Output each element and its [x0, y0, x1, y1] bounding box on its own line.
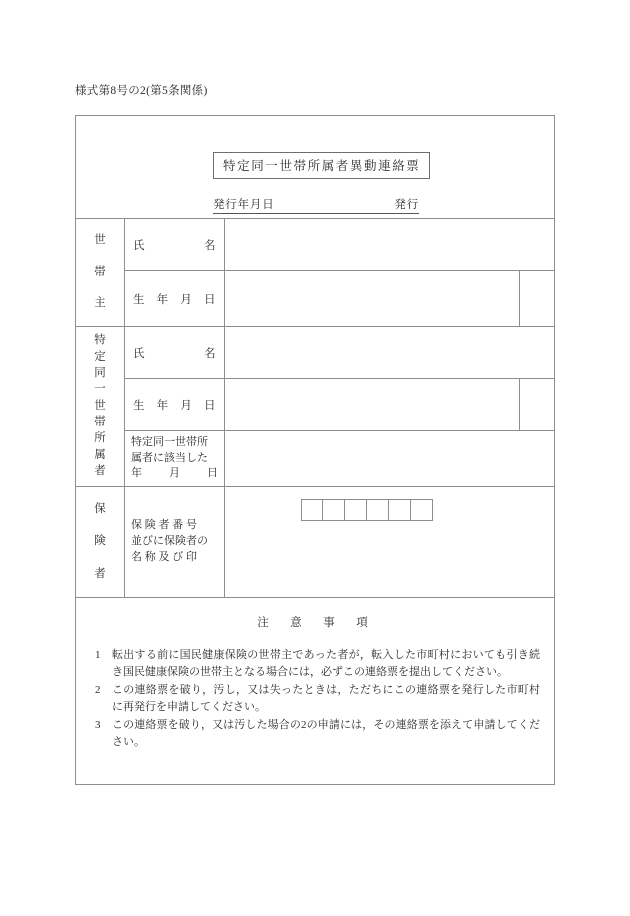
label-char: 名 [204, 347, 216, 360]
label-char: 年 [131, 467, 142, 480]
vlabel-char: 一 [94, 383, 106, 396]
label-line [131, 466, 218, 482]
form-header-band [76, 116, 554, 219]
section-specified-member [76, 327, 554, 487]
insurer-number-digit-cell[interactable] [345, 499, 367, 521]
specified-member-birth-label [125, 379, 225, 430]
householder-name-input[interactable] [225, 219, 554, 270]
specified-member-birth-row [125, 379, 554, 431]
specified-member-qualification-input[interactable] [225, 431, 554, 486]
section-householder [76, 219, 554, 327]
vlabel-char: 保 [94, 502, 106, 515]
specified-member-fields [125, 327, 554, 486]
insurer-fields [125, 487, 554, 597]
section-insurer [76, 487, 554, 598]
householder-birth-label [125, 271, 225, 326]
note-number: 2 [95, 684, 101, 697]
note-item [90, 647, 540, 681]
label-char: 年 [156, 293, 169, 306]
label-char: 生 [133, 293, 145, 306]
label-char: 名 [204, 239, 216, 252]
form-title: 特定同一世帯所属者異動連絡票 [213, 152, 430, 179]
vlabel-char: 者 [94, 465, 106, 478]
householder-name-label [125, 219, 225, 270]
notes-section [76, 598, 554, 762]
specified-member-name-label [125, 327, 225, 378]
label-line: 特定同一世帯所 [131, 435, 208, 448]
label-char: 月 [180, 293, 193, 306]
label-line: 並びに保険者の [131, 535, 208, 548]
label-char: 年 [156, 399, 169, 412]
issue-label: 発行 [394, 199, 419, 211]
notes-title: 注 意 事 項 [257, 617, 373, 629]
note-number: 1 [95, 649, 101, 661]
householder-birth-input[interactable] [225, 271, 520, 326]
label-char: 生 [133, 399, 145, 412]
insurer-number-digit-cell[interactable] [411, 499, 433, 521]
vlabel-char: 定 [94, 350, 106, 363]
vlabel-char: 者 [94, 567, 106, 580]
specified-member-vertical-label [76, 327, 125, 486]
specified-member-name-input[interactable] [225, 327, 554, 378]
insurer-number-entry[interactable] [225, 487, 554, 597]
specified-member-name-row [125, 327, 554, 379]
note-text: この連絡票を破り，汚し，又は失ったときは，ただちにこの連絡票を発行した市町村に再発行を申請してください。 [112, 684, 540, 714]
label-char: 日 [203, 399, 216, 412]
insurer-number-digit-cell[interactable] [367, 499, 389, 521]
issue-date-line [213, 196, 419, 214]
householder-name-row [125, 219, 554, 271]
vlabel-char: 帯 [94, 265, 106, 278]
note-number: 3 [95, 719, 101, 732]
label-char: 月 [180, 399, 193, 412]
label-line: 属者に該当した [131, 451, 208, 464]
form-frame [75, 115, 555, 785]
insurer-number-digit-cell[interactable] [301, 499, 323, 521]
vlabel-char: 特 [94, 334, 106, 347]
label-line: 保 険 者 番 号 [131, 519, 197, 532]
vlabel-char: 所 [94, 432, 106, 445]
vlabel-char: 険 [94, 535, 106, 548]
householder-fields [125, 219, 554, 326]
form-number-label: 様式第8号の2(第5条関係) [75, 85, 208, 97]
insurer-number-label [125, 487, 225, 597]
specified-member-qualification-label [125, 431, 225, 486]
label-line: 名 称 及 び 印 [131, 550, 197, 563]
issue-date-label: 発行年月日 [213, 199, 275, 211]
insurer-number-digit-cell[interactable] [389, 499, 411, 521]
vlabel-char: 帯 [94, 416, 106, 429]
householder-birth-row [125, 271, 554, 326]
label-char: 氏 [133, 347, 145, 360]
householder-birth-entry [225, 271, 554, 326]
specified-member-birth-entry [225, 379, 554, 430]
note-item [90, 682, 540, 716]
vlabel-char: 世 [94, 399, 106, 412]
vlabel-char: 主 [94, 297, 106, 310]
label-char: 日 [203, 293, 216, 306]
insurer-number-boxes [301, 499, 433, 521]
specified-member-qualification-row [125, 431, 554, 486]
specified-member-birth-extra-cell[interactable] [520, 379, 554, 430]
note-item [90, 717, 540, 751]
note-text: この連絡票を破り，又は汚した場合の2の申請には，その連絡票を添えて申請してください。 [112, 719, 540, 749]
label-char: 日 [207, 467, 218, 480]
note-text: 転出する前に国民健康保険の世帯主であった者が，転入した市町村においても引き続き国民健康保険の世帯主となる場合には，必ずこの連絡票を提出してください。 [112, 649, 540, 679]
label-char: 氏 [133, 239, 145, 252]
label-char: 月 [169, 467, 180, 480]
insurer-number-row [125, 487, 554, 597]
vlabel-char: 同 [94, 367, 106, 380]
insurer-vertical-label [76, 487, 125, 597]
householder-birth-extra-cell[interactable] [520, 271, 554, 326]
specified-member-birth-input[interactable] [225, 379, 520, 430]
insurer-number-digit-cell[interactable] [323, 499, 345, 521]
vlabel-char: 属 [94, 448, 106, 461]
householder-vertical-label [76, 219, 125, 326]
vlabel-char: 世 [94, 234, 106, 247]
